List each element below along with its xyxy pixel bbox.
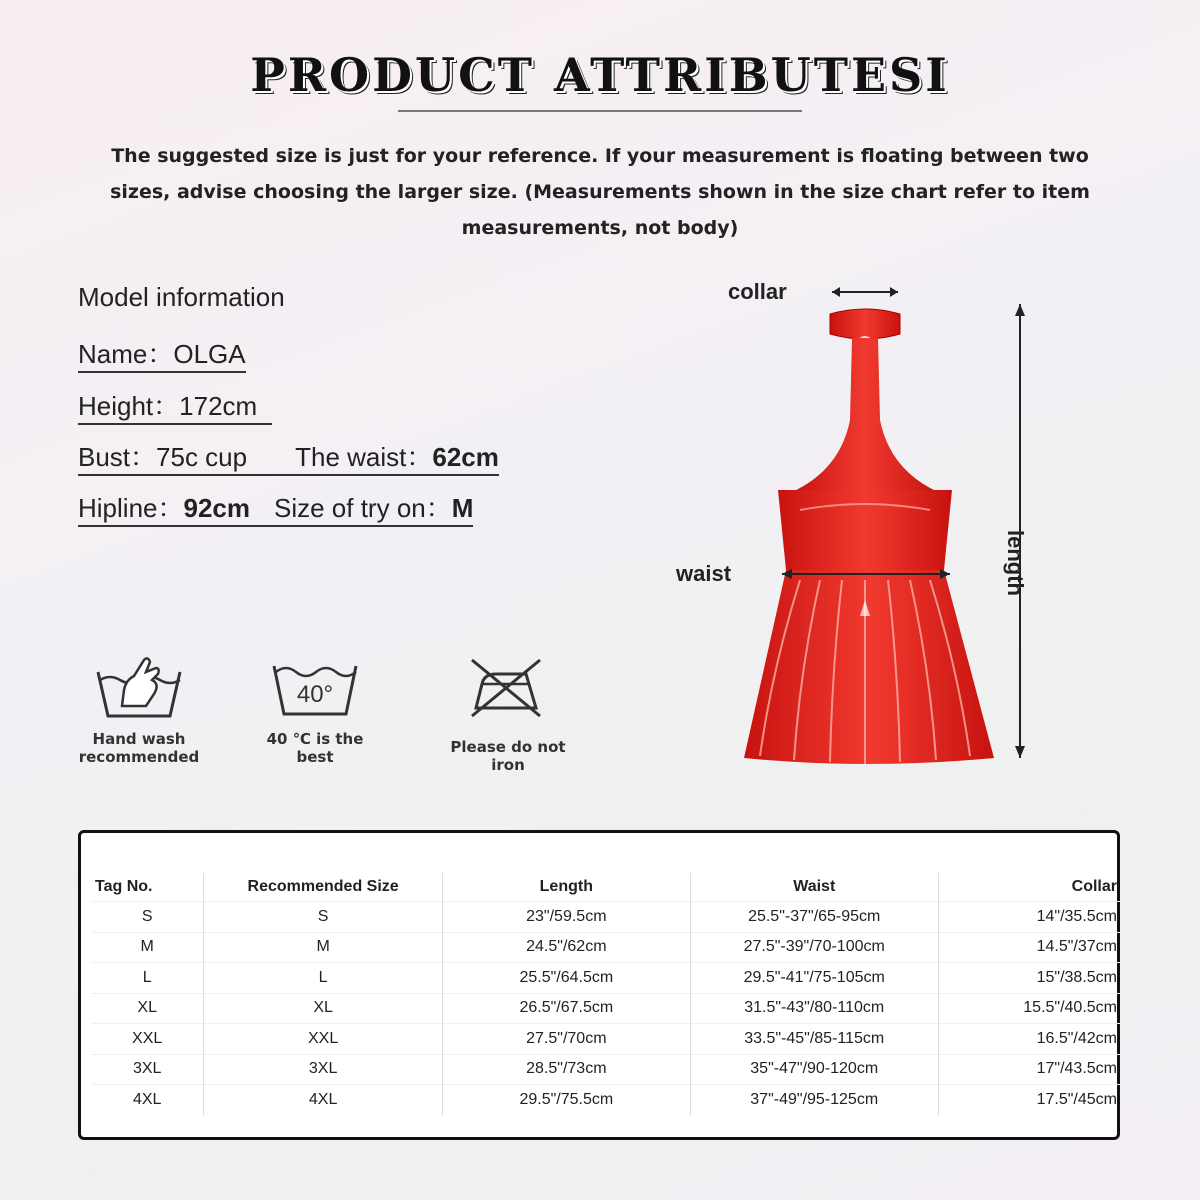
cell-recommended-size: M <box>204 932 443 963</box>
cell-tag-no: L <box>91 963 204 994</box>
table-row <box>91 963 1121 994</box>
cell-length: 29.5"/75.5cm <box>442 1085 690 1115</box>
length-label: length <box>1003 530 1028 596</box>
dress-illustration <box>744 309 994 764</box>
cell-collar: 15"/38.5cm <box>938 963 1121 994</box>
cell-recommended-size: XXL <box>204 1024 443 1055</box>
cell-waist: 25.5"-37"/65-95cm <box>690 902 938 933</box>
name-value: OLGA <box>173 339 246 369</box>
cell-recommended-size: 3XL <box>204 1054 443 1085</box>
table-row <box>91 902 1121 933</box>
cell-length: 25.5"/64.5cm <box>442 963 690 994</box>
cell-tag-no: S <box>91 902 204 933</box>
length-arrow <box>1015 304 1025 758</box>
table-row <box>91 1054 1121 1085</box>
height-label: Height： <box>78 391 180 421</box>
collar-label: collar <box>728 279 787 304</box>
model-info-heading <box>78 282 285 313</box>
page-title: PRODUCT ATTRIBUTESI <box>250 48 950 102</box>
cell-tag-no: 3XL <box>91 1054 204 1085</box>
size-table <box>91 873 1121 1115</box>
model-height-row <box>78 386 272 423</box>
hand-wash-label: Hand wash recommended <box>78 730 200 766</box>
table-body <box>91 902 1121 1115</box>
no-iron-label: Please do not iron <box>450 738 566 774</box>
care-no-iron <box>438 656 578 774</box>
size-label: Size of try on： <box>274 493 452 523</box>
no-iron-icon <box>468 656 548 720</box>
cell-length: 26.5"/67.5cm <box>442 993 690 1024</box>
header-length: Length <box>442 873 690 902</box>
header-recommended-size: Recommended Size <box>204 873 443 902</box>
size-value: M <box>451 493 474 523</box>
model-height <box>78 391 272 425</box>
collar-arrow <box>832 287 898 297</box>
cell-recommended-size: S <box>204 902 443 933</box>
cell-tag-no: XXL <box>91 1024 204 1055</box>
hand-wash-icon <box>94 650 184 720</box>
table-row <box>91 993 1121 1024</box>
model-hip-size <box>78 493 473 527</box>
header-tag-no: Tag No. <box>95 878 153 895</box>
cell-collar: 15.5"/40.5cm <box>938 993 1121 1024</box>
cell-length: 27.5"/70cm <box>442 1024 690 1055</box>
cell-waist: 37"-49"/95-125cm <box>690 1085 938 1115</box>
cell-waist: 33.5"-45"/85-115cm <box>690 1024 938 1055</box>
cell-tag-no: M <box>91 932 204 963</box>
bust-label: Bust： <box>78 442 157 472</box>
name-label: Name： <box>78 339 174 369</box>
cell-recommended-size: 4XL <box>204 1085 443 1115</box>
cell-length: 24.5"/62cm <box>442 932 690 963</box>
wash-40-label: 40 ℃ is the best <box>266 730 364 766</box>
waist-label-diagram: waist <box>676 561 732 586</box>
cell-collar: 17.5"/45cm <box>938 1085 1121 1115</box>
cell-collar: 16.5"/42cm <box>938 1024 1121 1055</box>
table-row <box>91 1024 1121 1055</box>
cell-recommended-size: XL <box>204 993 443 1024</box>
bust-value: 75c cup <box>156 442 248 472</box>
table-row <box>91 1085 1121 1115</box>
cell-collar: 17"/43.5cm <box>938 1054 1121 1085</box>
care-wash-40 <box>250 652 380 766</box>
cell-waist: 27.5"-39"/70-100cm <box>690 932 938 963</box>
cell-collar: 14.5"/37cm <box>938 932 1121 963</box>
model-bust-waist-row <box>78 437 499 474</box>
cell-waist: 35"-47"/90-120cm <box>690 1054 938 1085</box>
table-row <box>91 932 1121 963</box>
header-waist: Waist <box>690 873 938 902</box>
model-bust-waist <box>78 442 499 476</box>
cell-length: 28.5"/73cm <box>442 1054 690 1085</box>
care-hand-wash <box>74 650 204 766</box>
garment-diagram <box>660 270 1080 770</box>
model-info-heading-text: Model information <box>78 282 285 312</box>
table-header-row <box>91 873 1121 902</box>
height-value: 172cm <box>179 391 258 421</box>
title-divider <box>398 110 802 112</box>
model-name-row <box>78 334 246 371</box>
model-hip-size-row <box>78 488 473 525</box>
cell-waist: 31.5"-43"/80-110cm <box>690 993 938 1024</box>
cell-waist: 29.5"-41"/75-105cm <box>690 963 938 994</box>
cell-collar: 14"/35.5cm <box>938 902 1121 933</box>
size-advice-text: The suggested size is just for your reference. If your measurement is floating between two sizes, advise choosing the larger size. (Measurements shown in the size chart refer to item measurements, not body) <box>110 145 1090 239</box>
model-name <box>78 339 246 373</box>
cell-tag-no: 4XL <box>91 1085 204 1115</box>
wash-40-icon <box>270 652 360 718</box>
waist-label: The waist： <box>295 442 433 472</box>
wash-temperature: 40° <box>296 681 334 708</box>
size-chart <box>78 830 1120 1140</box>
cell-tag-no: XL <box>91 993 204 1024</box>
hip-label: Hipline： <box>78 493 184 523</box>
header-collar: Collar <box>938 873 1121 902</box>
hip-value: 92cm <box>183 493 250 523</box>
waist-value: 62cm <box>432 442 499 472</box>
cell-length: 23"/59.5cm <box>442 902 690 933</box>
cell-recommended-size: L <box>204 963 443 994</box>
